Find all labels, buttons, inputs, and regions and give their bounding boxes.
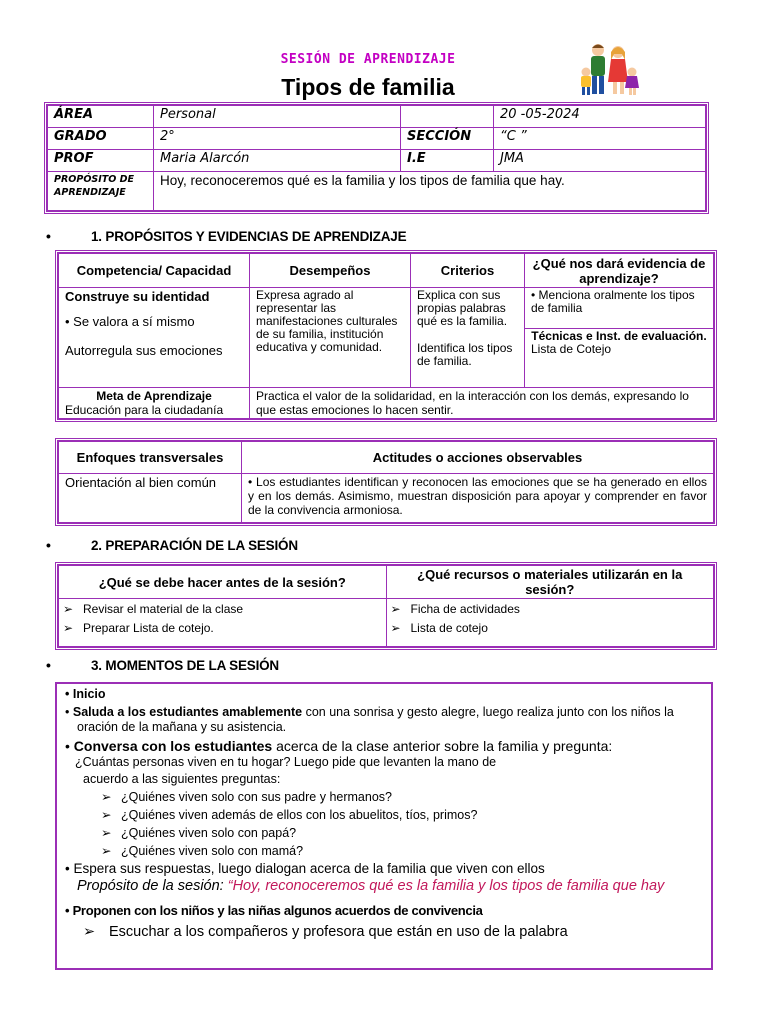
col-recursos: ¿Qué recursos o materiales utilizarán en la sesión?: [386, 566, 714, 599]
actitud-text: • Los estudiantes identifican y reconocen las emociones que se ha generado en ellos y en los demás. Asimismo, muestran disposición para apoyar y comprender en favor de la convivencia armoniosa.: [242, 474, 714, 523]
col-actitudes: Actitudes o acciones observables: [242, 442, 714, 474]
col-enfoques: Enfoques transversales: [59, 442, 242, 474]
col-criterios: Criterios: [411, 254, 525, 288]
competencia-item1: Se valora a sí mismo: [73, 314, 195, 329]
seccion-value: “C ”: [494, 128, 706, 150]
meta-value: Educación para la ciudadanía: [65, 403, 224, 417]
competencia-title: Construye su identidad: [65, 289, 210, 304]
pregunta-line2: acuerdo a las siguientes preguntas:: [83, 772, 281, 786]
pregunta-item: ¿Quiénes viven solo con mamá?: [121, 844, 304, 858]
proposito-sesion-value: “Hoy, reconoceremos qué es la familia y los tipos de familia que hay: [227, 878, 665, 894]
section2-title: 2. PREPARACIÓN DE LA SESIÓN: [91, 538, 298, 553]
proposito-value: Hoy, reconoceremos qué es la familia y los tipos de familia que hay.: [154, 172, 706, 211]
tecnicas-title: Técnicas e Inst. de evaluación.: [531, 329, 707, 343]
evidencia-text: • Menciona oralmente los tipos de familia: [525, 288, 714, 329]
col-antes: ¿Qué se debe hacer antes de la sesión?: [59, 566, 387, 599]
session-title: Tipos de familia: [281, 74, 455, 100]
arrow-icon: ➢: [101, 844, 112, 858]
arrow-icon: ➢: [101, 826, 112, 840]
antes-item: Preparar Lista de cotejo.: [83, 621, 214, 635]
conversa-paragraph: • Conversa con los estudiantes acerca de la clase anterior sobre la familia y pregunta:: [65, 738, 613, 754]
bullet-dot: •: [46, 537, 51, 553]
arrow-icon: ➢: [101, 790, 112, 804]
arrow-icon: ➢: [83, 924, 96, 940]
seccion-label: SECCIÓN: [401, 128, 494, 150]
grado-value: 2°: [154, 128, 401, 150]
col-evidencia: ¿Qué nos dará evidencia de aprendizaje?: [525, 254, 714, 288]
proposito-sesion-label: Propósito de la sesión:: [77, 878, 228, 894]
acuerdo-item: Escuchar a los compañeros y profesora que están en uso de la palabra: [109, 924, 568, 940]
pregunta-item: ¿Quiénes viven además de ellos con los abuelitos, tíos, primos?: [121, 808, 478, 822]
prof-value: Maria Alarcón: [154, 150, 401, 172]
inicio-label: Inicio: [72, 687, 106, 701]
date-value: 20 -05-2024: [494, 106, 706, 128]
col-desempenos: Desempeños: [250, 254, 411, 288]
meta-text: Practica el valor de la solidaridad, en la interacción con los demás, expresando lo que estas emociones lo hacen sentir.: [250, 388, 714, 419]
pregunta-line1: ¿Cuántas personas viven en tu hogar? Luego pide que levanten la mano de: [75, 755, 497, 769]
section3-title: 3. MOMENTOS DE LA SESIÓN: [91, 658, 279, 673]
proposito-label: PROPÓSITO DE APRENDIZAJE: [48, 172, 154, 211]
preparation-table: [55, 562, 717, 650]
saluda-rest: con una sonrisa y gesto alegre, luego realiza junto con los niños la oración de la mañana y su asistencia.: [77, 705, 674, 734]
col-competencia: Competencia/ Capacidad: [59, 254, 250, 288]
recurso-item: Ficha de actividades: [410, 602, 520, 616]
arrow-icon: ➢: [101, 808, 112, 822]
saluda-paragraph: • Saluda a los estudiantes amablemente con una sonrisa y gesto alegre, luego realiza junto con los niños la oración de la mañana y su asistencia.: [65, 705, 674, 734]
pregunta-item: ¿Quiénes viven solo con papá?: [121, 826, 297, 840]
acuerdos-title: • Proponen con los niños y las niñas algunos acuerdos de convivencia: [65, 903, 483, 918]
competencia-item2: Autorregula sus emociones: [65, 343, 223, 358]
ie-label: I.E: [401, 150, 494, 172]
section1-title: 1. PROPÓSITOS Y EVIDENCIAS DE APRENDIZAJE: [91, 229, 407, 244]
area-value: Personal: [154, 106, 401, 128]
pregunta-item: ¿Quiénes viven solo con sus padre y hermanos?: [121, 790, 392, 804]
enfoques-table: [55, 438, 717, 526]
desempeno-text: Expresa agrado al representar las manifestaciones culturales de su familia, institución educativa y comunidad.: [250, 288, 411, 388]
arrow-icon: ➢: [390, 621, 401, 635]
arrow-icon: ➢: [63, 621, 74, 635]
prof-label: PROF: [48, 150, 154, 172]
moments-box: • Inicio • Saluda a los estudiantes amablemente con una sonrisa y gesto alegre, luego realiza junto con los niños la oración de la mañana y su asistencia. • Conversa con los estudiantes acerca de la clase anterior sobre la familia y pregunta: ¿Cuántas personas viven en tu hogar? Luego pide que levanten la mano de acuerdo a las siguientes preguntas: ➢ ¿Quiénes viven solo con sus padre y hermanos? ➢ ¿Quiénes viven además de ellos con los abuelitos, tíos, primos? ➢ ¿Quiénes viven solo con papá? ➢ ¿Quiénes viven solo con mamá? • Espera sus respuestas, luego dialogan acerca de la familia que viven con ellos Propósito de la sesión: “Hoy, reconoceremos qué es la familia y los tipos de familia que hay • Proponen con los niños y las niñas algunos acuerdos de convivencia ➢ Escuchar a los compañeros y profesora que están en uso de la palabra: [55, 682, 713, 970]
conversa-bold: Conversa con los estudiantes: [73, 738, 273, 754]
arrow-icon: ➢: [390, 602, 401, 616]
arrow-icon: ➢: [63, 602, 74, 616]
enfoque-value: Orientación al bien común: [59, 474, 242, 523]
empty-cell: [401, 106, 494, 128]
conversa-rest: acerca de la clase anterior sobre la familia y pregunta:: [272, 738, 613, 754]
criterio-1: Explica con sus propias palabras qué es la familia.: [417, 288, 508, 328]
antes-item: Revisar el material de la clase: [83, 602, 244, 616]
ie-value: JMA: [494, 150, 706, 172]
area-label: ÁREA: [48, 106, 154, 128]
bullet-dot: •: [46, 228, 51, 244]
session-subtitle: SESIÓN DE APRENDIZAJE: [280, 52, 456, 67]
saluda-bold: Saluda a los estudiantes amablemente: [72, 705, 303, 719]
recurso-item: Lista de cotejo: [410, 621, 488, 635]
meta-title: Meta de Aprendizaje: [96, 389, 212, 403]
purposes-table: Competencia/ Capacidad Desempeños Criterios ¿Qué nos dará evidencia de aprendizaje? Construye su identidad • Se valora a sí mismo Autorregula sus emociones Expresa agrado al representar las manifestaciones culturales de su familia, institución educativa y comunidad. Explica con sus propias palabras qué es la familia. Identifica los tipos de familia. • Menciona oralmente los tipos de familia Técnicas e Inst. de evaluación. Lista de Cotejo Meta de Aprendizaje Educación para la ciudadanía Practica el valor de la solidaridad, en la interacción con los demás, expresando lo que estas emociones lo hacen sentir.: [55, 250, 717, 422]
grado-label: GRADO: [48, 128, 154, 150]
espera-text: Espera sus respuestas, luego dialogan acerca de la familia que viven con ellos: [73, 861, 545, 876]
family-illustration: [578, 42, 640, 98]
info-table: [44, 102, 709, 214]
tecnicas-value: Lista de Cotejo: [531, 342, 612, 356]
bullet-dot: •: [46, 657, 51, 673]
criterio-2: Identifica los tipos de familia.: [417, 341, 513, 368]
